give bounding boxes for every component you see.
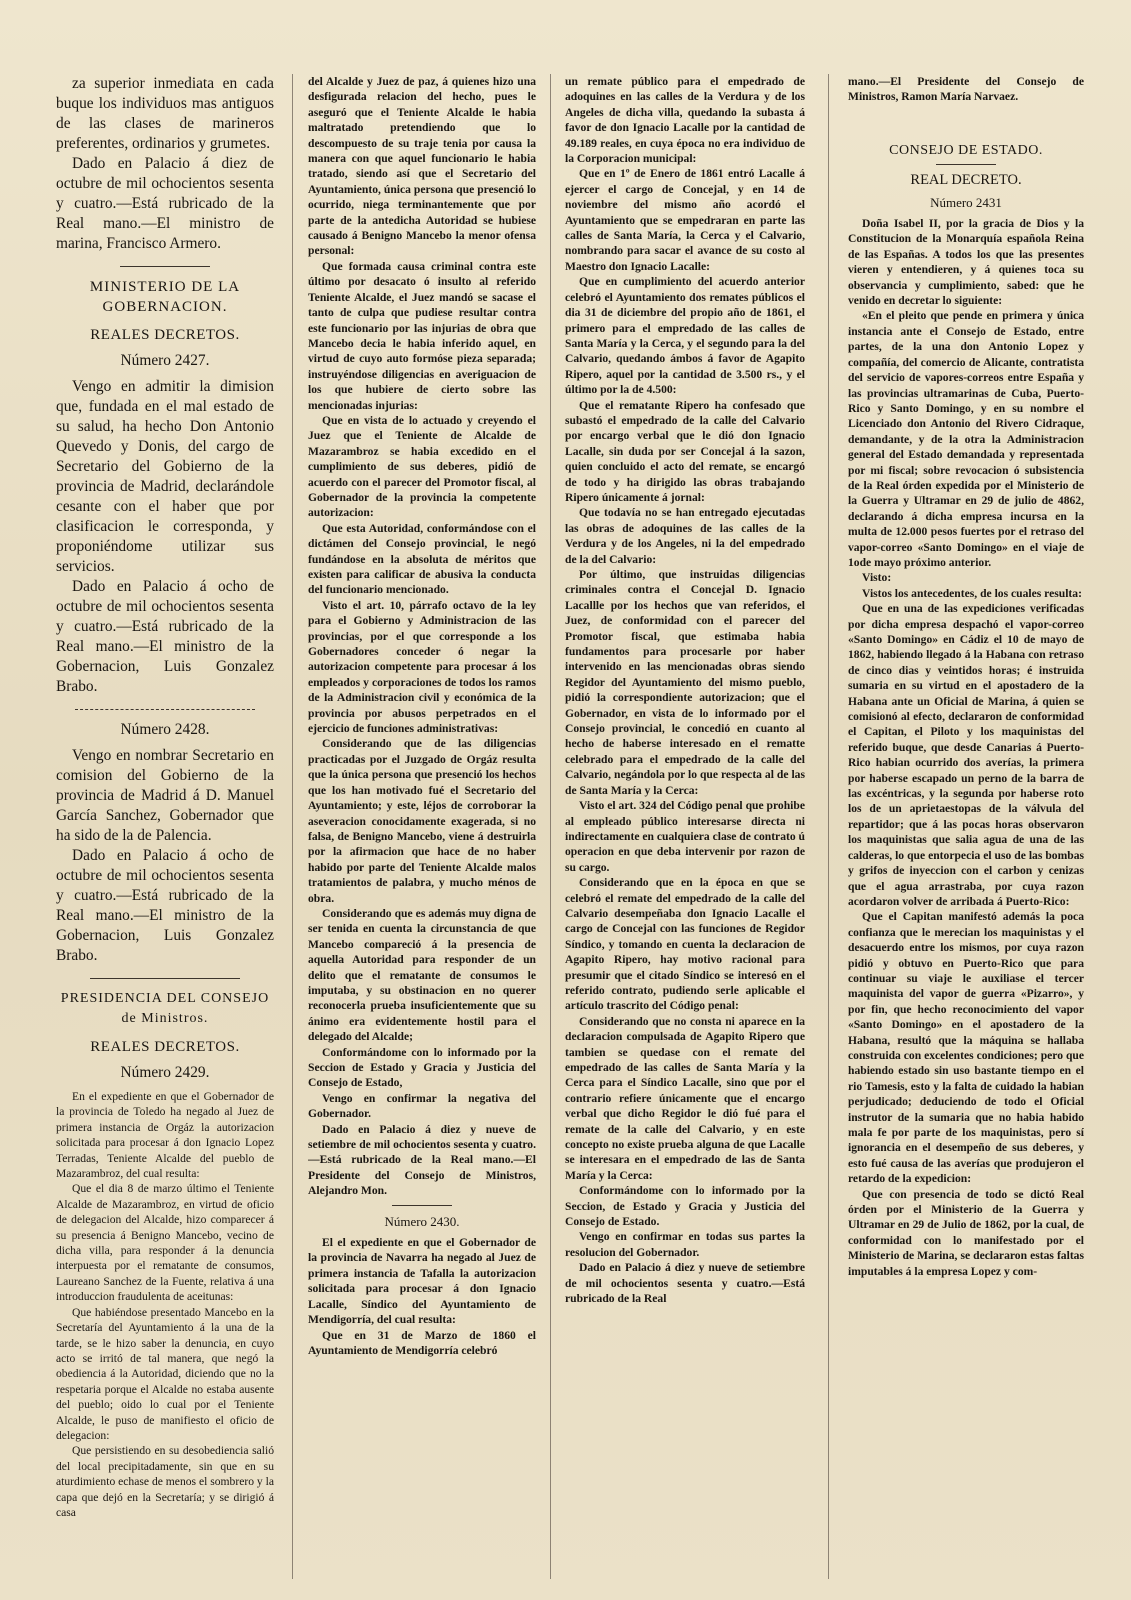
paragraph: Considerando que no consta ni aparece en la declaracion compulsada de Agapito Ripero que tambien se quedase con el remate del empedrado de las calles de Santa María y la Cerca para el Síndico Lacalle, sino que por el contrario refiere únicamente que el encargo verbal que dicho Regidor le dió fué para el remate de la calle del Calvario, y en este concepto no existe prueba alguna de que Lacalle se interesara en el empedrado de las de Santa María y la Cerca: (565, 1014, 805, 1182)
paragraph: Dado en Palacio á ocho de octubre de mil ochocientos sesenta y cuatro.—Está rubricado de la Real mano.—El ministro de la Gobernacion, Luis Gonzalez Brabo. (56, 847, 274, 964)
paragraph: Que esta Autoridad, conformándose con el dictámen del Consejo provincial, le negó fundándose en la absoluta de méritos que existen para calificar de abusiva la conducta del funcionario mencionado. (308, 521, 536, 597)
column-rule (292, 74, 293, 1579)
paragraph: «En el pleito que pende en primera y única instancia ante el Consejo de Estado, entre partes, de la una don Antonio Lopez y compañía, del comercio de Alicante, contratista del servicio de vapores-correos entre España y las provincias ultramarinas de Cuba, Puerto-Rico y Santo Domingo, y en su nombre el Licenciado don Antonio del Rivero Cidraque, demandante, y de la otra la Administracion general del Estado demandada y representada por mi fiscal; sobre revocacion ó subsistencia de la Real órden expedida por el Ministerio de la Guerra y Ultramar en 29 de julio de 4862, declarando á dicha empresa incursa en la multa de 12.000 pesos fuertes por el retraso del vapor-correo «Santo Domingo» en el viaje de 1ode mayo próximo anterior. (848, 309, 1084, 569)
column-1 (56, 74, 274, 1584)
paragraph: Que en cumplimiento del acuerdo anterior celebró el Ayuntamiento dos remates públicos el dia 31 de diciembre del propio año de 1861, el primero para el empredado de las calles de Santa María y la Cerca, y el segundo para la del Calvario, quedando ámbos á favor de Agapito Ripero, aquel por la cantidad de 3.500 rs., y el último por la de 4.500: (565, 275, 805, 397)
paragraph: Que en vista de lo actuado y creyendo el Juez que el Teniente de Alcalde de Mazarambroz se habia excedido en el cumplimiento de sus deberes, pidió de acuerdo con el parecer del Promotor fiscal, al Gobernador de la provincia la competente autorizacion: (308, 413, 536, 520)
paragraph: El el expediente en que el Gobernador de la provincia de Navarra ha negado al Juez de primera instancia de Tafalla la autorizacion solicitada para procesar á don Ignacio Lacalle, Síndico del Ayuntamiento de Mendigorría, del cual resulta: (308, 1236, 536, 1327)
section-title: CONSEJO DE ESTADO. (889, 142, 1043, 158)
paragraph: Visto: (862, 571, 892, 585)
paragraph: Conformándome con lo informado por la Seccion, de Estado y Gracia y Justicia del Consejo de Estado. (565, 1184, 805, 1229)
paragraph: Que todavía no se han entregado ejecutadas las obras de adoquines de las calles de la Verdura y de los Angeles, ni la del empedrado de la del Calvario: (565, 506, 805, 566)
paragraph: za superior inmediata en cada buque los individuos mas antiguos de las clases de marineros preferentes, ordinarios y grumetes. (56, 75, 274, 152)
paragraph: del Alcalde y Juez de paz, á quienes hizo una desfigurada relacion del hecho, pues le aseguró que el Teniente Alcalde le habia maltratado pretendiendo que lo descompuesto de su traje tenia por causa la manera con que aquel funcionario le habia tratado, siendo así que el Secretario del Ayuntamiento, única persona que presenció lo ocurrido, niega terminantemente que por parte de la antedicha Autoridad se hubiese causado á Benigno Mancebo la menor ofensa personal: (308, 75, 536, 258)
section-title: PRESIDENCIA DEL CONSEJO de Ministros. (60, 991, 270, 1026)
paragraph: Conformándome con lo informado por la Seccion de Estado y Gracia y Justicia del Consejo de Estado, (308, 1045, 536, 1090)
column-4 (848, 74, 1084, 1584)
paragraph: Que en 31 de Marzo de 1860 el Ayuntamiento de Mendigorría celebró (308, 1328, 536, 1357)
section-title: MINISTERIO DE LA GOBERNACION. (89, 279, 241, 315)
paragraph: mano.—El Presidente del Consejo de Ministros, Ramon María Narvaez. (848, 75, 1084, 104)
column-rule (828, 74, 829, 1579)
column-rule (550, 74, 551, 1579)
decree-number: Número 2431 (930, 194, 1002, 210)
paragraph: Dado en Palacio á ocho de octubre de mil ochocientos sesenta y cuatro.—Está rubricado de la Real mano.—El ministro de la Gobernacion, Luis Gonzalez Brabo. (56, 578, 274, 695)
paragraph: Considerando que de las diligencias practicadas por el Juzgado de Orgáz resulta que la única persona que presenció los hechos que los han motivado fué el Secretario del Ayuntamiento; y este, léjos de corroborar la aseveracion conocidamente exagerada, si no falsa, de Benigno Mancebo, viene á destruirla por la afirmacion que hace de no haber habido por parte del Teniente Alcalde malos tratamientos de palabra, y mucho ménos de obra. (308, 737, 536, 905)
paragraph: Que habiéndose presentado Mancebo en la Secretaría del Ayuntamiento á la una de la tarde, se le hizo saber la denuncia, en cuyo acto se irritó de tal manera, que negó la obediencia á la Autoridad, diciendo que no la respetaria porque el Alcalde no estaba ausente del pueblo; oido lo cual por el Teniente Alcalde, le puso de manifiesto el oficio de delegacion: (56, 1305, 274, 1442)
paragraph: Considerando que en la época en que se celebró el remate del empedrado de la calle del Calvario desempeñaba don Ignacio Lacalle el cargo de Concejal con las funciones de Regidor Síndico, y tomando en cuenta la declaracion de Agapito Ripero, hay motivo racional para presumir que el citado Síndico se interesó en el referido contrato, pudiendo serle aplicable el artículo trascrito del Código penal: (565, 876, 805, 1013)
column-3 (565, 74, 805, 1584)
decree-number: Número 2429. (120, 1064, 210, 1081)
paragraph: Que formada causa criminal contra este último por desacato ó insulto al referido Teniente Alcalde, el Juez mandó se sacase el tanto de culpa que pudiese resultar contra este funcionario por las injurias de obra que Mancebo decia le habia inferido aquel, en virtud de cuyo auto formóse pieza separada; instruyéndose diligencias en averiguacion de los que hubiere de cierto sobre las mencionadas injurias: (308, 259, 536, 412)
paragraph: Que en una de las expediciones verificadas por dicha empresa despachó el vapor-correo «Santo Domingo» en Cádiz el 10 de mayo de 1862, habiendo llegado á la Habana con retraso de cinco dias y veintidos horas; é instruida sumaria en su virtud en el apostadero de la Habana ante un Oficial de Marina, á quien se comisionó al efecto, declararon de conformidad el Capitan, el Piloto y los maquinistas del referido buque, que desde Canarias á Puerto-Rico habian ocurrido dos averías, la primera por haberse escapado un perno de la barra de las excéntricas, y la segunda por haberse roto los de un aprietaestopas de la válvula del repartidor; que á las pocas horas observaron los maquinistas que salia agua de una de las calderas, lo que entorpecia el uso de las bombas y grifos de inyeccion con el carbon y cenizas que el agua arrastraba, por cuya razon acordaron volver de arribada á Puerto-Rico: (848, 602, 1084, 908)
decree-number: Número 2430. (384, 1213, 460, 1229)
paragraph: Vengo en confirmar en todas sus partes la resolucion del Gobernador. (565, 1230, 805, 1259)
paragraph: En el expediente en que el Gobernador de la provincia de Toledo ha negado al Juez de primera instancia de Orgáz la autorizacion solicitada para procesar á don Ignacio Lopez Terradas, Teniente Alcalde del pueblo de Mazarambroz, del cual resulta: (56, 1090, 274, 1181)
separator (90, 978, 240, 979)
separator (75, 709, 255, 710)
paragraph: Doña Isabel II, por la gracia de Dios y la Constitucion de la Monarquía española Reina de las Españas. A todos los que las presentes vieren y entendieren, y á quienes toca su observancia y cumplimiento, sabed: que he venido en decretar lo siguiente: (848, 217, 1084, 308)
separator (120, 266, 210, 267)
section-subtitle: REALES DECRETOS. (90, 1039, 240, 1055)
paragraph: un remate público para el empedrado de adoquines en las calles de la Verdura y de los Angeles de dicha villa, quedando la subasta á favor de don Ignacio Lacalle por la cantidad de 49.189 reales, en cuya época no era individuo de la Corporacion municipal: (565, 75, 805, 166)
paragraph: Que persistiendo en su desobediencia salió del local precipitadamente, sin que en su aturdimiento echase de menos el sombrero y la capa que dejó en la Secretaría; y se dirigió á casa (56, 1444, 274, 1519)
paragraph: Vengo en confirmar la negativa del Gobernador. (308, 1091, 536, 1121)
column-2 (308, 74, 536, 1584)
paragraph: Visto el art. 324 del Código penal que prohibe al empleado público interesarse directa ni indirectamente en cualquiera clase de contrato ú operacion en que deba intervenir por razon de su cargo. (565, 799, 805, 874)
paragraph: Por último, que instruidas diligencias criminales contra el Concejal D. Ignacio Lacallle por los hechos que van referidos, el Juez, de conformidad con el parecer del Promotor fiscal, que estimaba habia fundamentos para procesarle por haber intervenido en las mencionadas obras siendo Regidor del Ayuntamiento del mismo pueblo, pidió la correspondiente autorizacion; que el Gobernador, en vista de lo informado por el Consejo provincial, le concedió en cuanto al hecho de haberse interesado en el rematte celebrado para el empedrado de la calle del Calvario, negándola por lo que respecta al de las de Santa María y la Cerca: (565, 568, 805, 797)
section-subtitle: REALES DECRETOS. (90, 327, 240, 343)
paragraph: Dado en Palacio á diez y nueve de setiembre de mil ochocientos sesenta y cuatro.—Está rubricado de la Real (565, 1261, 805, 1306)
paragraph: Considerando que es además muy digna de ser tenida en cuenta la circunstancia de que Mancebo compareció á la presencia de aquella Autoridad para responder de un delito que el rematante de consumos le imputaba, y su obstinacion en no querer reconocerla prueba insuficientemente que su ánimo era evidentemente hostil para el delegado del Alcalde; (308, 906, 536, 1044)
paragraph: Vengo en admitir la dimision que, fundada en el mal estado de su salud, ha hecho Don Antonio Quevedo y Donis, del cargo de Secretario del Gobierno de la provincia de Madrid, declarándole cesante con el haber que por clasificacion le corresponda, y proponiéndome utilizar sus servicios. (56, 378, 274, 575)
section-subtitle: REAL DECRETO. (910, 172, 1022, 189)
separator (936, 164, 996, 165)
decree-number: Número 2427. (120, 352, 210, 369)
paragraph: Que en 1º de Enero de 1861 entró Lacalle á ejercer el cargo de Concejal, y en 14 de noviembre del mismo año acordó el Ayuntamiento que se empedraran en parte las calles de Santa María, la Cerca y el Calvario, nombrando para sacar el avance de su costo al Maestro don Ignacio Lacalle: (565, 167, 805, 273)
paragraph: Dado en Palacio á diez de octubre de mil ochocientos sesenta y cuatro.—Está rubricado de la Real mano.—El ministro de marina, Francisco Armero. (56, 155, 274, 252)
paragraph: Que el rematante Ripero ha confesado que subastó el empedrado de la calle del Calvario por encargo verbal que le dió don Ignacio Lacalle, sin duda por ser Concejal á la sazon, quien concluido el acto del remate, se encargó de todo y ha dirigido las obras trabajando Ripero únicamente á jornal: (565, 398, 805, 504)
separator (392, 1205, 452, 1206)
paragraph: Vengo en nombrar Secretario en comision del Gobierno de la provincia de Madrid á D. Manuel García Sanchez, Gobernador que ha sido de la de Palencia. (56, 747, 274, 844)
paragraph: Que con presencia de todo se dictó Real órden por el Ministerio de la Guerra y Ultramar en 29 de Julio de 1862, por la cual, de conformidad con lo manifestado por el Ministerio de Marina, se declararon estas faltas imputables á la empresa Lopez y com- (848, 1187, 1084, 1278)
paragraph: Visto el art. 10, párrafo octavo de la ley para el Gobierno y Administracion de las provincias, por el que corresponde a los Gobernadores conceder ó negar la autorizacion competente para procesar á los empleados y corporaciones de todos los ramos de la Administracion civil y económica de la provincia por abusos perpetrados en el ejercicio de funciones administrativas: (308, 598, 536, 736)
paragraph: Que el dia 8 de marzo último el Teniente Alcalde de Mazarambroz, en virtud de oficio de delegacion del Alcalde, hizo comparecer á su presencia á Benigno Mancebo, vecino de dicha villa, para responder á la denuncia interpuesta por el rematante de consumos, Laureano Sanchez de la Fuente, relativa á una introduccion fraudulenta de aceitunas: (56, 1182, 274, 1304)
paragraph: Dado en Palacio á diez y nueve de setiembre de mil ochocientos sesenta y cuatro.—Está rubricado de la Real mano.—El Presidente del Consejo de Ministros, Alejandro Mon. (308, 1122, 536, 1198)
paragraph: Que el Capitan manifestó además la poca confianza que le merecian los maquinistas y el desacuerdo entre los mismos, por cuya razon pidió y obtuvo en Puerto-Rico que para continuar su viaje le auxiliase el tercer maquinista del vapor de guerra «Pizarro», y por fin, que hecho reconocimiento del vapor «Santo Domingo» en el apostadero de la Habana, resultó que la máquina se hallaba construida con excelentes condiciones; pero que habiendo estado sin uso bastante tiempo en el rio Tamesis, esto y la falta de cuidado la habian perjudicado; deduciendo de todo el Oficial instrutor de la sumaria que no habia habido mala fe por parte de los maquinistas, pero sí ignorancia en el desempeño de sus deberes, y esto fué causa de las averías que produjeron el retardo de la expedicion: (848, 910, 1084, 1186)
decree-number: Número 2428. (120, 721, 210, 738)
paragraph: Vistos los antecedentes, de los cuales resulta: (862, 586, 1082, 600)
